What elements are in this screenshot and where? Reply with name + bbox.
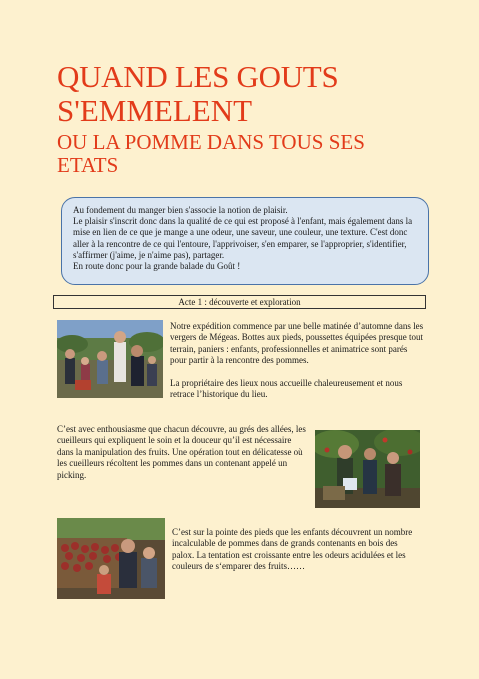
act-heading: Acte 1 : découverte et exploration [53,295,426,309]
section-text-4: C’est sur la pointe des pieds que les enfants découvrent un nombre incalculable de pommes dans de grands contenants en bois des palox. La tentation est croissante entre les odeurs acidulées et les couleurs de s‘emparer des fruits…… [172,527,413,572]
page-title-line-2: S'EMMELENT [57,93,253,128]
section-text-2: La propriétaire des lieux nous accueille chaleureusement et nous retrace l’historique du lieu. [170,378,403,400]
page-title-line-1: QUAND LES GOUTS [57,59,339,94]
apple-pickers-photo [315,430,420,508]
intro-box [61,197,429,285]
intro-line-2: Le plaisir s'inscrit donc dans la qualité de ce qui est proposé à l'enfant, mais également dans la mise en lien de ce que je mange a une odeur, une saveur, une couleur, une texture. C'est donc aller à la rencontre de ce qui l'entoure, l'apprivoiser, s'en emparer, se l'approprier, s'identifier, s'affirmer (j'aime, je n'aime pas), partager. [73,216,413,260]
section-text-3: C’est avec enthousiasme que chacun découvre, au grés des allées, les cueilleurs qui expliquent le soin et la douceur qu’il est nécessaire dans la manipulation des fruits. Une opération tout en délicatesse où les cueilleurs récoltent les pommes dans un contenant appelé un picking. [57,424,306,480]
intro-line-1: Au fondement du manger bien s'associe la notion de plaisir. [73,205,288,215]
orchard-group-photo [57,320,163,398]
children-palox-photo [57,518,165,599]
section-text-1: Notre expédition commence par une belle matinée d’automne dans les vergers de Mégeas. Bottes aux pieds, poussettes équipées presque tout terrain, paniers : enfants, professionnelles et animatrice sont parés pour partir à la rencontre des pommes. [170,321,424,366]
page-subtitle: OU LA POMME DANS TOUS SES ETATS [57,130,365,177]
intro-line-3: En route donc pour la grande balade du Goût ! [73,261,241,272]
